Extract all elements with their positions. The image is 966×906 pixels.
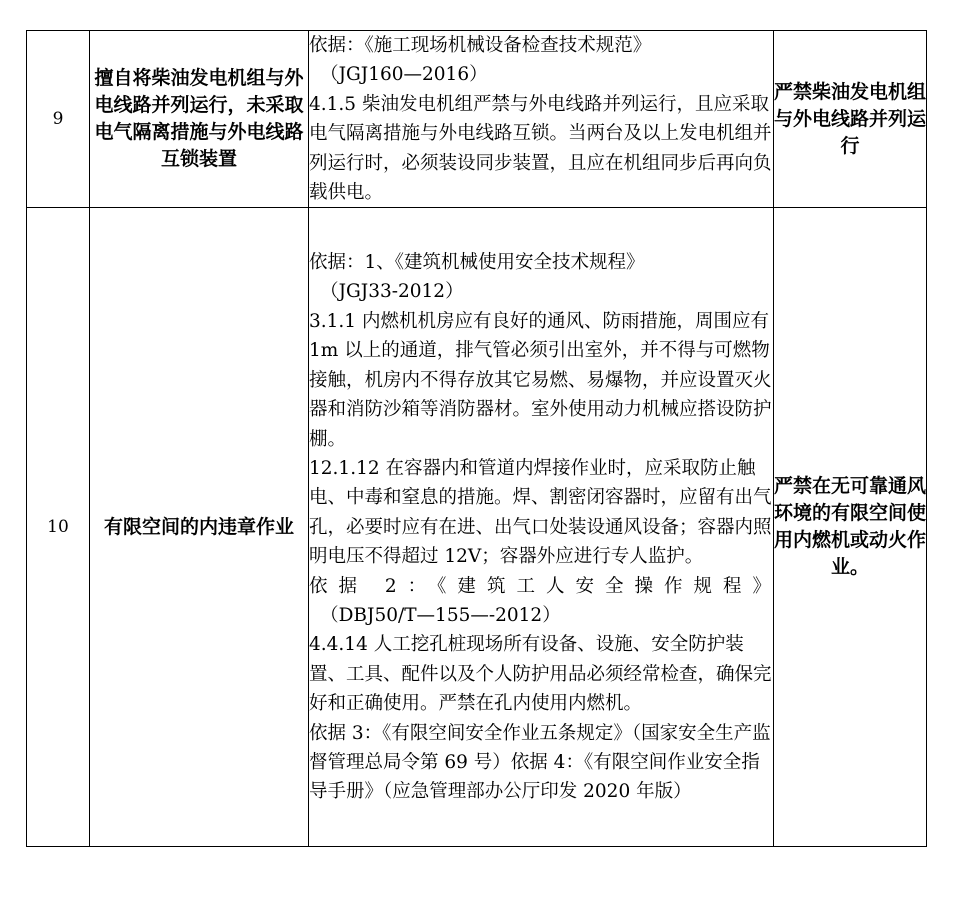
basis-line: 依据：《施工现场机械设备检查技术规范》 (309, 35, 652, 56)
row-number: 10 (27, 208, 90, 847)
basis-line: （JGJ160—2016） (320, 64, 488, 86)
regulation-table (26, 30, 927, 847)
regulation-basis (309, 208, 774, 847)
basis-line: 12.1.12 在容器内和管道内焊接作业时，应采取防止触电、中毒和窒息的措施。焊、割密闭容器时，应留有出气孔，必要时应有在进、出气口处装设通风设备；容器内照明电压不得超过 12V；容器外应进行专人监护。 (309, 457, 772, 568)
basis-line: 3.1.1 内燃机机房应有良好的通风、防雨措施，周围应有 1m 以上的通道，排气管必须引出室外，并不得与可燃物接触，机房内不得存放其它易燃、易爆物，并应设置灭火器和消防沙箱等消防器材。室外使用动力机械应搭设防护棚。 (309, 310, 772, 450)
violation-description: 擅自将柴油发电机组与外电线路并列运行，未采取电气隔离措施与外电线路互锁装置 (90, 31, 309, 208)
prohibition-rule: 严禁在无可靠通风环境的有限空间使用内燃机或动火作业。 (774, 208, 927, 847)
basis-line: 依据 3：《有限空间安全作业五条规定》（国家安全生产监督管理总局令第 69 号）依据 4：《有限空间作业安全指导手册》（应急管理部办公厅印发 2020 年版） (309, 722, 771, 803)
table-row (27, 208, 927, 847)
basis-line: （JGJ33-2012） (320, 281, 464, 303)
basis-line: 依据：1、《建筑机械使用安全技术规程》 (309, 252, 645, 274)
violation-description: 有限空间的内违章作业 (90, 208, 309, 847)
regulation-basis (309, 31, 774, 208)
prohibition-rule: 严禁柴油发电机组与外电线路并列运行 (774, 31, 927, 208)
basis-line: （DBJ50/T—155—-2012） (320, 604, 561, 626)
table-row (27, 31, 927, 208)
basis-line: 4.4.14 人工挖孔桩现场所有设备、设施、安全防护装置、工具、配件以及个人防护用品必须经常检查，确保完好和正确使用。严禁在孔内使用内燃机。 (309, 634, 772, 715)
basis-line: 依据 2：《建筑工人安全操作规程》 (309, 575, 773, 597)
basis-line: 4.1.5 柴油发电机组严禁与外电线路并列运行，且应采取电气隔离措施与外电线路互锁。当两台及以上发电机组并列运行时，必须装设同步装置，且应在机组同步后再向负载供电。 (309, 93, 772, 204)
row-number: 9 (27, 31, 90, 208)
